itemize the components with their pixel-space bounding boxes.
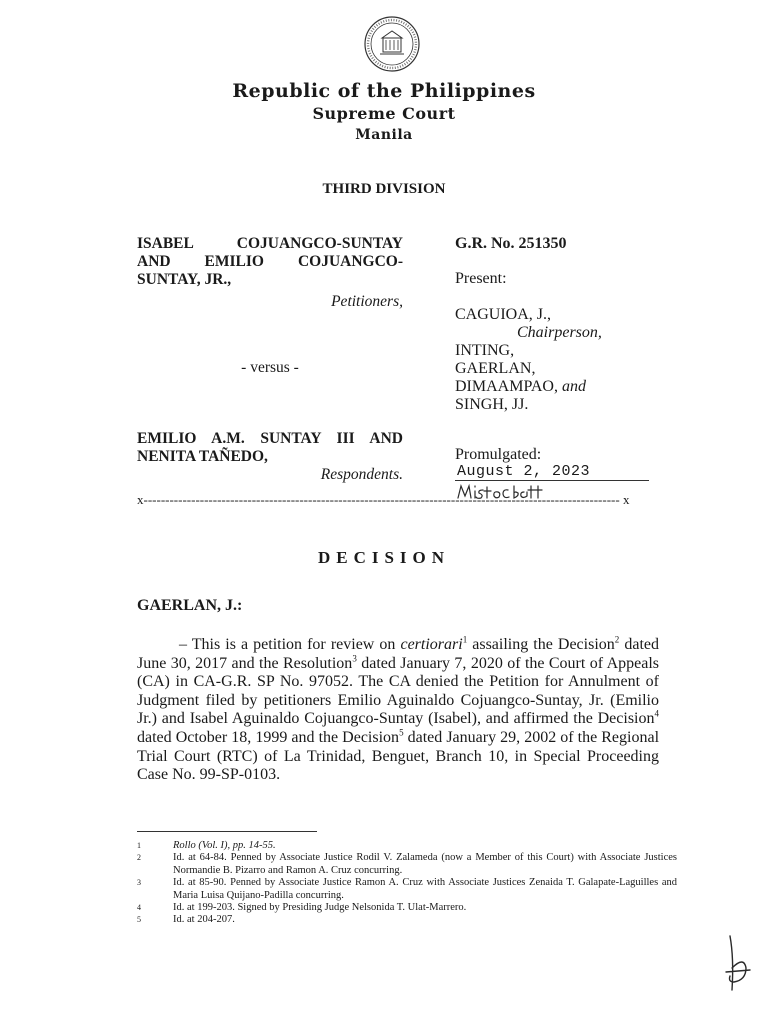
ponente: GAERLAN, J.: xyxy=(137,597,243,614)
justice-dimaampao xyxy=(455,378,586,396)
para-text: – This is a petition for review on xyxy=(179,636,401,653)
footnote-number: 4 xyxy=(137,903,141,913)
footnote-ref: 3 xyxy=(352,653,357,664)
petitioners-line-3: SUNTAY, JR., xyxy=(137,271,232,288)
justice-chairperson-role: Chairperson, xyxy=(517,324,602,341)
promulgated-label: Promulgated: xyxy=(455,446,542,463)
respondents-line-1: EMILIO A.M. SUNTAY III AND xyxy=(137,430,403,447)
header-republic: Republic of the Philippines xyxy=(232,80,536,102)
footnote-text: Id. at 64-84. Penned by Associate Justice Rodil V. Zalameda (now a Member of this Court) with Associate Justices Normandie B. Pizarro and Ramon A. Cruz concurring. xyxy=(173,852,677,876)
justice-inting: INTING, xyxy=(455,342,515,359)
division-title: THIRD DIVISION xyxy=(322,181,446,197)
footnote-number: 1 xyxy=(137,841,141,850)
footnote-text-content: Rollo (Vol. I), pp. 14-55. xyxy=(173,840,276,851)
decision-title: DECISION xyxy=(317,548,451,567)
respondents-role: Respondents. xyxy=(320,466,403,483)
header-court: Supreme Court xyxy=(312,104,456,123)
footnote-number: 3 xyxy=(137,878,141,888)
para-text: assailing the Decision xyxy=(467,636,615,653)
respondents-line-2: NENITA TAÑEDO, xyxy=(137,448,268,465)
footnote-number: 2 xyxy=(137,853,141,863)
footnote-item xyxy=(137,840,677,852)
para-certiorari: certiorari xyxy=(400,636,463,653)
justice-dimaampao-name: DIMAAMPAO, xyxy=(455,378,562,395)
footnote-item xyxy=(137,877,677,902)
justice-gaerlan: GAERLAN, xyxy=(455,360,536,377)
decision-paragraph xyxy=(137,636,659,785)
versus-label: - versus - xyxy=(241,359,299,376)
header-city: Manila xyxy=(355,127,413,143)
para-text: dated October 18, 1999 and the Decision xyxy=(137,728,400,746)
handwritten-signature-icon xyxy=(720,928,756,998)
footnote-text: Id. at 204-207. xyxy=(173,914,235,926)
justice-caguioa: CAGUIOA, J., xyxy=(455,306,551,323)
caption-separator: x-------------------------------------------------------------------------------------------------------------- x xyxy=(137,492,630,507)
footnote-ref: 5 xyxy=(399,727,404,738)
footnote-item xyxy=(137,852,677,877)
para-text: dated January 29, 2002 of the Regional Trial Court (RTC) of La Trinidad, Benguet, Branch 10, in Special Proceeding Case No. 99-SP-0103. xyxy=(137,728,660,784)
footnote-item xyxy=(137,902,677,914)
petitioners-line-1: ISABEL COJUANGCO-SUNTAY xyxy=(137,235,403,252)
gr-number: G.R. No. 251350 xyxy=(455,235,567,252)
footnote-divider xyxy=(137,831,317,832)
footnote-text: Id. at 199-203. Signed by Presiding Judge Nelsonida T. Ulat-Marrero. xyxy=(173,902,467,914)
para-text: dated January 7, 2020 of the Court of Appeals (CA) in CA-G.R. SP No. 97052. The CA denied the Petition for Annulment of Judgment filed by petitioners Emilio Aguinaldo Cojuangco-Suntay, Jr. (Emilio Jr.) and Isabel Aguinaldo Cojuangco-Suntay (Isabel), and affirmed the Decision xyxy=(137,654,659,728)
footnote-ref: 4 xyxy=(654,709,659,720)
petitioners-line-2: AND EMILIO COJUANGCO- xyxy=(137,253,403,270)
footnote-text: Id. at 85-90. Penned by Associate Justice Ramon A. Cruz with Associate Justices Zenaida T. Galapate-Laguilles and Maria Luisa Quijano-Padilla concurring. xyxy=(173,877,677,901)
footnote-ref: 1 xyxy=(462,634,468,645)
footnote-text xyxy=(173,840,677,852)
petitioners-role: Petitioners, xyxy=(331,293,403,310)
para-text: dated June 30, 2017 and the Resolution xyxy=(137,636,659,672)
promulgated-date: August 2, 2023 xyxy=(455,463,649,481)
footnote-number: 5 xyxy=(137,915,141,925)
justice-conjunction: and xyxy=(561,378,586,395)
justice-singh: SINGH, JJ. xyxy=(455,396,529,413)
footnote-item xyxy=(137,914,677,926)
supreme-court-seal-icon xyxy=(364,16,420,72)
footnotes xyxy=(137,840,677,927)
present-label: Present: xyxy=(455,270,507,287)
footnote-ref: 2 xyxy=(614,634,620,645)
